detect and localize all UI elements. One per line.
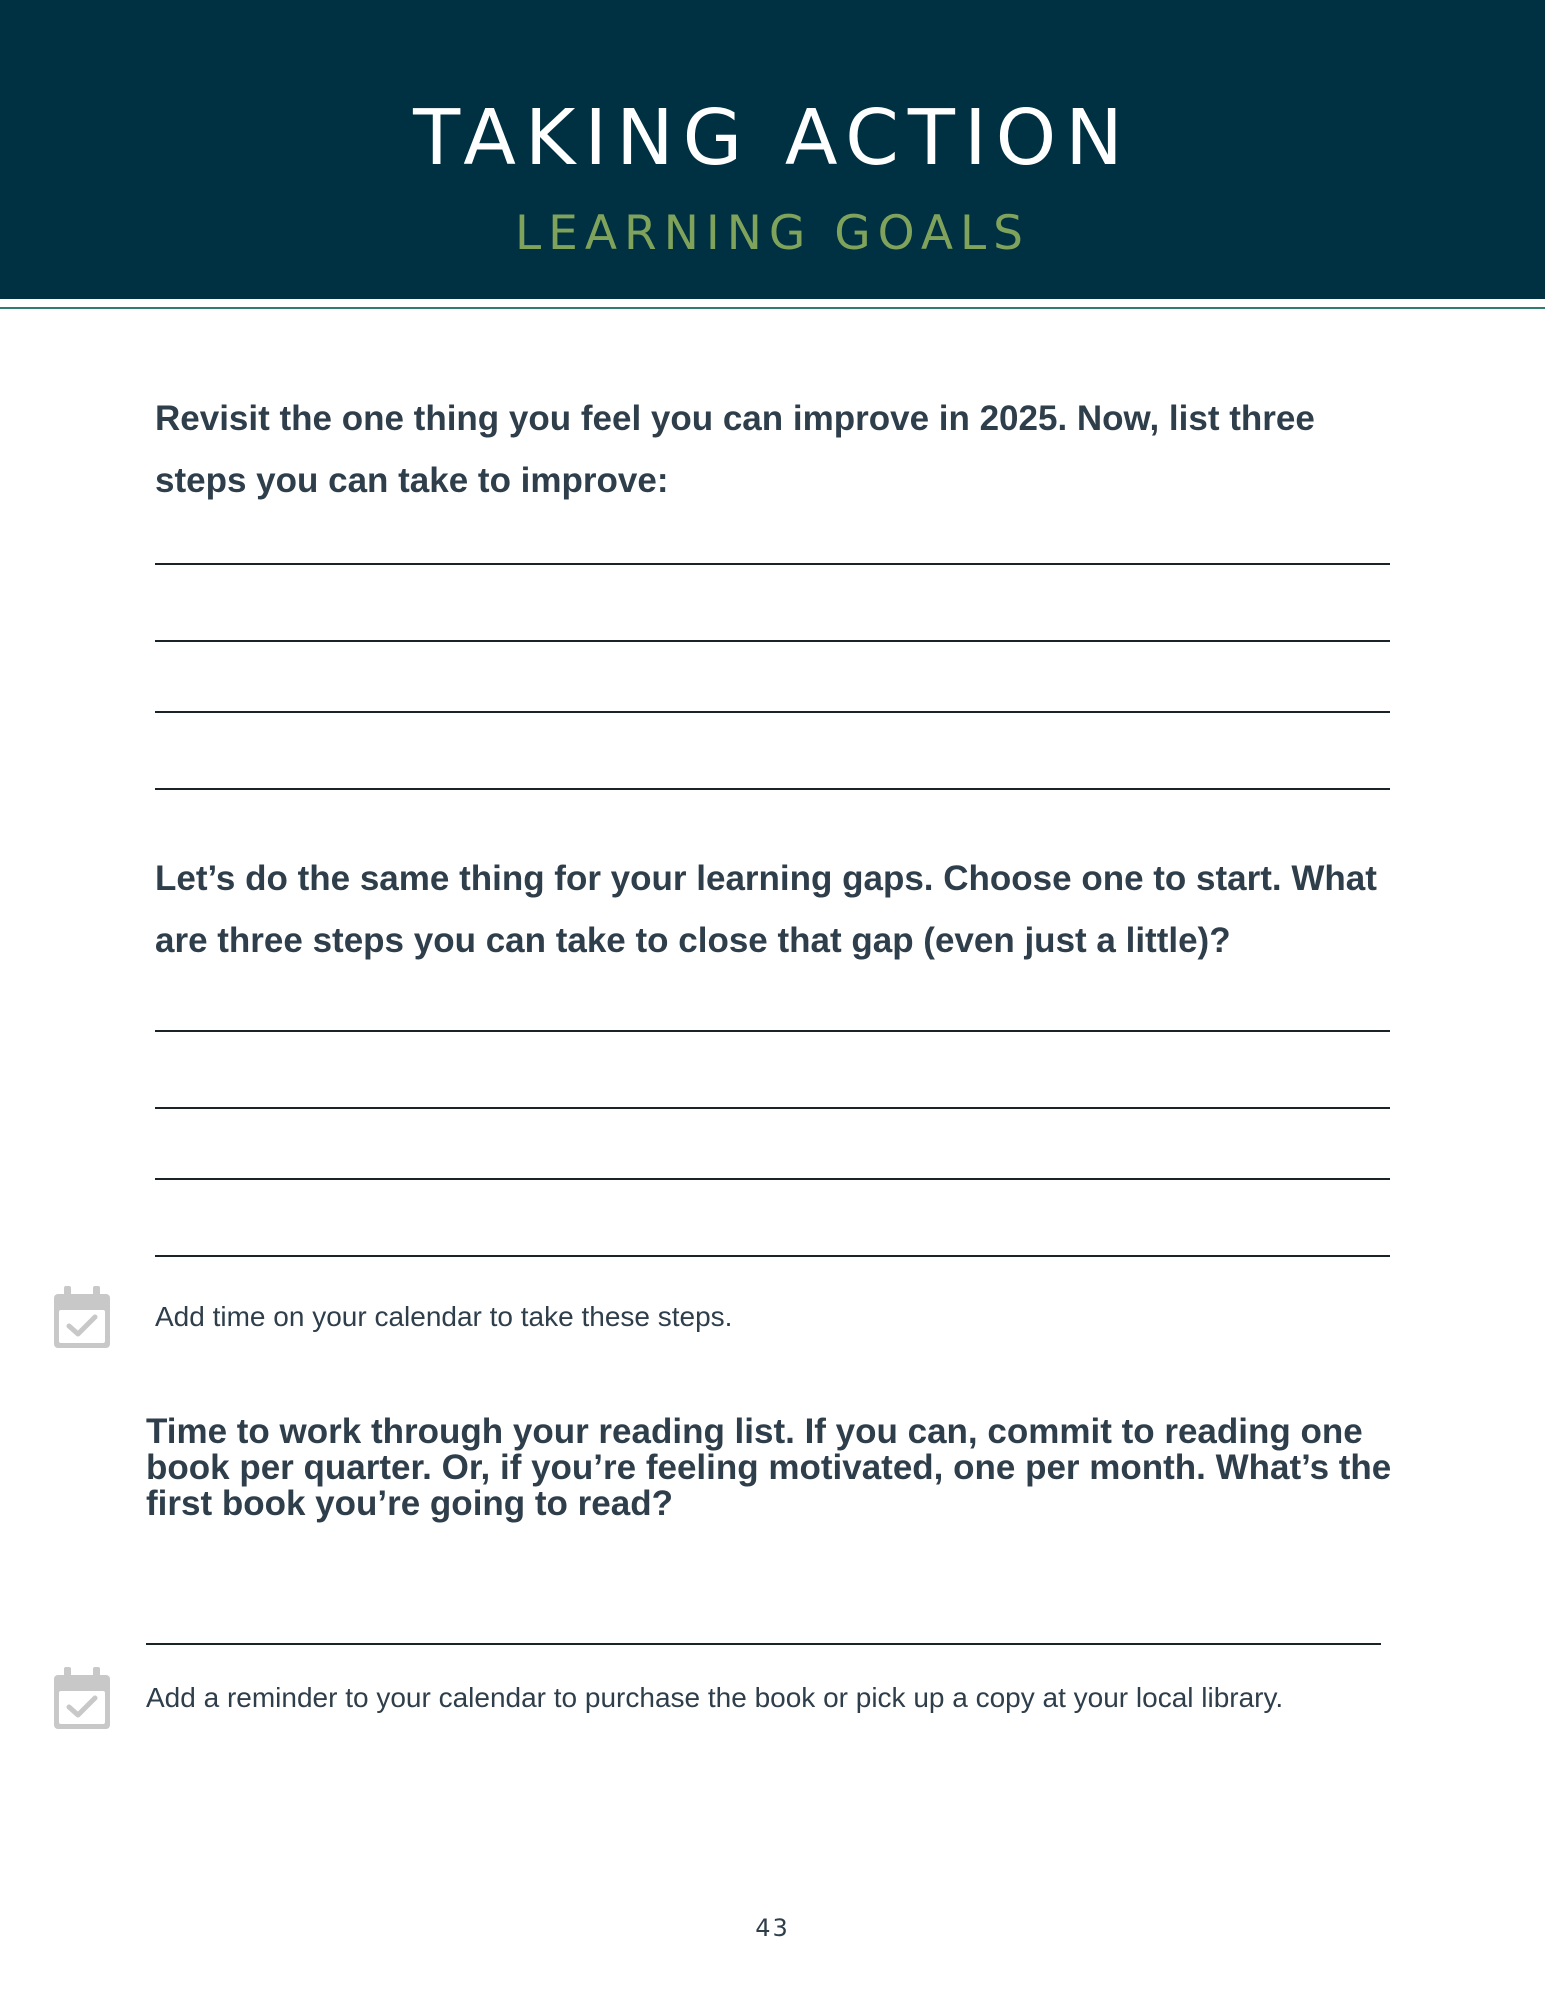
page-subtitle: LEARNING GOALS	[515, 206, 1030, 261]
page-header	[0, 0, 1545, 299]
page-number: 43	[755, 1914, 790, 1942]
calendar-note-text: Add a reminder to your calendar to purchase the book or pick up a copy at your local library.	[146, 1682, 1284, 1713]
learning-gaps-answer-line-2[interactable]	[155, 1107, 1390, 1109]
calendar-note-steps	[0, 1286, 1545, 1350]
calendar-check-icon	[54, 1286, 110, 1348]
page-title: TAKING ACTION	[413, 94, 1132, 183]
improvement-answer-line-1[interactable]	[155, 563, 1390, 565]
calendar-check-icon	[54, 1667, 110, 1729]
improvement-prompt: Revisit the one thing you feel you can improve in 2025. Now, list three steps you can take to improve:	[155, 399, 1315, 500]
calendar-note-book	[0, 1667, 1545, 1731]
learning-gaps-answer-line-4[interactable]	[155, 1255, 1390, 1257]
calendar-note-text: Add time on your calendar to take these steps.	[155, 1301, 733, 1332]
learning-gaps-answer-line-1[interactable]	[155, 1030, 1390, 1032]
learning-gaps-answer-line-3[interactable]	[155, 1178, 1390, 1180]
reading-list-prompt: Time to work through your reading list. If you can, commit to reading one book per quarter. Or, if you’re feeling motivated, one per month. What’s the first book you’re going to read?	[146, 1412, 1392, 1523]
improvement-answer-line-3[interactable]	[155, 711, 1390, 713]
header-divider	[0, 307, 1545, 309]
improvement-answer-line-2[interactable]	[155, 640, 1390, 642]
reading-list-answer-line[interactable]	[146, 1643, 1381, 1645]
learning-gaps-prompt: Let’s do the same thing for your learning gaps. Choose one to start. What are three steps you can take to close that gap (even just a little)?	[155, 859, 1377, 960]
improvement-answer-line-4[interactable]	[155, 788, 1390, 790]
